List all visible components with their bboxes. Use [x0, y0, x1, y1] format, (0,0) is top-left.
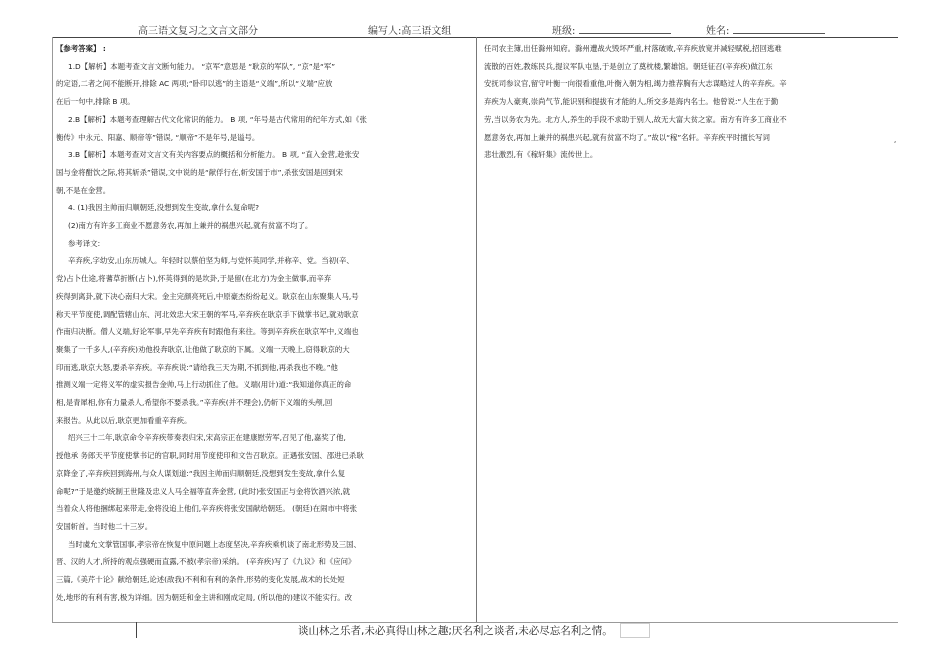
text-line: 弃疾为人豪爽,崇尚气节,能识别和提拔有才能的人,所交多是海内名士。他曾说:“人生在于勤 — [484, 97, 779, 107]
name-label: 姓名: — [706, 26, 730, 37]
left-column — [56, 40, 474, 607]
text-line: 3.B【解析】本题考查对文言文有关内容要点的概括和分析能力。 B 项, “直入金营,趁张安 — [68, 150, 360, 160]
text-line: 授他承 务郎天平节度使掌书记的官职,同时用节度使印和文告召耿京。正遇张安国、邵进已杀耿 — [56, 451, 364, 461]
text-line: 推测义端一定将义军的虚实报告金帅,马上行动抓住了他。义端(用计)道:“我知道你真正的命 — [56, 380, 352, 390]
text-line: 晋、汉的人才,所持的观点强硬而直露,不被(孝宗帝)采纳。 (辛弃疾)写了《九议》和《应问》 — [56, 557, 356, 567]
header-class — [552, 22, 671, 37]
text-line: 处,地形的有利有害,极为详细。因为朝廷和金主讲和刚成定局, (所以他的)建议不能实行。改 — [56, 592, 353, 602]
text-line: 京降金了,辛弃疾回到海州,与众人谋划道:“我因主帅而归顺朝廷,没想到发生变故,拿什么复 — [56, 468, 346, 478]
stray-mark: , — [894, 136, 897, 144]
text-line: 印而逃,耿京大怒,要杀辛弃疾。辛弃疾说:“请给我三天为期,不抓到他,再杀我也不晚。”他 — [56, 362, 338, 372]
header-name — [706, 22, 825, 37]
text-line: 任司农主簿,出任滁州知府。滁州遭战火毁坏严重,村落破败,辛弃疾放宽并减轻赋税,招回逃难 — [484, 44, 782, 53]
text-line: 流散的百姓,教练民兵,提议军队屯垦,于是创立了奠枕楼,繁雄馆。朝廷征召(辛弃疾)做江东 — [484, 61, 773, 71]
header-rule — [52, 37, 898, 38]
text-line: 4. (1)我因主帅而归顺朝廷,没想到发生变故,拿什么复命呢? — [68, 203, 260, 213]
text-line: 衡传》中永元、阳嘉、顺帝等”错误, “顺帝”不是年号,是谥号。 — [56, 132, 260, 142]
text-line: 疾得到离卦,就下决心南归大宋。金主完颜亮死后,中原豪杰纷纷起义。耿京在山东聚集人马,号 — [56, 291, 359, 301]
column-divider — [476, 37, 477, 623]
text-line: 国与金将酣饮之际,将其斩杀”错误,文中说的是“献俘行在,斩安国于市”,杀张安国是回到宋 — [56, 167, 343, 177]
text-line: 悲壮激烈,有《稼轩集》流传世上。 — [484, 150, 598, 160]
text-line: 聚集了一千多人,(辛弃疾)劝他投奔耿京,让他做了耿京的下属。义端一天晚上,窃得耿京的大 — [56, 344, 350, 354]
text-line: 当时虞允文掌管国事,孝宗帝在恢复中原问题上态度坚决,辛弃疾乘机谈了南北形势及三国、 — [68, 539, 361, 549]
header-title: 高三语文复习之文言文部分 — [138, 26, 258, 37]
text-line: 绍兴三十二年,耿京命令辛弃疾带奏表归宋,宋高宗正在建康慰劳军,召见了他,嘉奖了他, — [68, 433, 346, 443]
answer-heading: 【参考答案】 : — [56, 44, 106, 53]
text-line: 朝,不是在金营。 — [56, 185, 111, 195]
bottom-tick — [136, 622, 137, 638]
text-line: 愿意务农,再加上兼并的祸患兴起,就有贫富不均了。”故以“稼”名轩。辛弃疾平时擅长写词 — [484, 132, 770, 142]
text-line: 1.D【解析】本题考查文言文断句能力。 “京军”意思是 “耿京的军队”, “京”是“军” — [68, 61, 336, 71]
text-line: 党)占卜仕途,将蓍草折断(占卜),怀英得到的是坎卦,于是留(在北方)为金主做事,而辛弃 — [56, 274, 332, 284]
left-margin-line — [52, 37, 53, 623]
text-line: 来报告。从此以后,耿京更加看重辛弃疾。 — [56, 415, 192, 425]
footer-box — [620, 623, 650, 638]
text-line: 辛弃疾,字幼安,山东历城人。年轻时以蔡伯坚为师,与党怀英同学,并称辛、党。当初(辛、 — [68, 256, 354, 266]
text-line: 相,是青犀相,你有力量杀人,希望你不要杀我。”辛弃疾(并不理会),仍斩下义端的头颅,回 — [56, 398, 333, 408]
text-line: 参考译文: — [68, 238, 101, 248]
text-line: (2)南方有许多工商业不愿意务农,再加上兼并的祸患兴起,就有贫富不均了。 — [68, 221, 313, 231]
right-column — [484, 40, 897, 164]
name-blank — [733, 24, 825, 34]
text-line: 当着众人将他捆绑起来带走,金将没追上他们,辛弃疾将张安国献给朝廷。 (朝廷)在闹市中将张 — [56, 504, 358, 514]
text-line: 三篇,《美芹十论》献给朝廷,论述(敌我)不利和有利的条件,形势的变化发展,战术的长处短 — [56, 575, 345, 585]
text-line: 称天平节度使,调配管辖山东、河北效忠大宋王朝的军马,辛弃疾在耿京手下做掌书记,就劝耿京 — [56, 309, 359, 319]
text-line: 劳,当以务农为先。北方人,养生的手段不求助于别人,故无大富大贫之家。南方有许多工商业不 — [484, 114, 787, 124]
class-label: 班级: — [552, 26, 576, 37]
text-line: 作南归决断。僧人义端,好论军事,早先辛弃疾有时跟他有来往。等到辛弃疾在耿京军中,义端也 — [56, 327, 359, 337]
class-blank — [579, 24, 671, 34]
header-author: 编写人:高三语文组 — [368, 26, 452, 37]
text-line: 安抚司参议官,留守叶衡一向很看重他,叶衡入朝为相,竭力推荐胸有大志谋略过人的辛弃疾。辛 — [484, 79, 787, 89]
footer-quote: 谈山林之乐者,未必真得山林之趣;厌名利之谈者,未必尽忘名利之情。 — [298, 625, 613, 637]
text-line: 命呢?”于是邀约统制王世隆及忠义人马全福等直奔金营, (此时)张安国正与金将饮酒兴浓,就 — [56, 486, 351, 496]
text-line: 安国斩首。当时他二十三岁。 — [56, 521, 153, 531]
text-line: 的定语,二者之间不能断开,排除 AC 两项;“卧印以逃”的主语是“义端”,所以“义端”应放 — [56, 79, 333, 89]
text-line: 2.B【解析】本题考查理解古代文化常识的能力。 B 项, “年号是古代常用的纪年方式,如《张 — [68, 114, 367, 124]
text-line: 在后一句中,排除 B 项。 — [56, 97, 135, 107]
